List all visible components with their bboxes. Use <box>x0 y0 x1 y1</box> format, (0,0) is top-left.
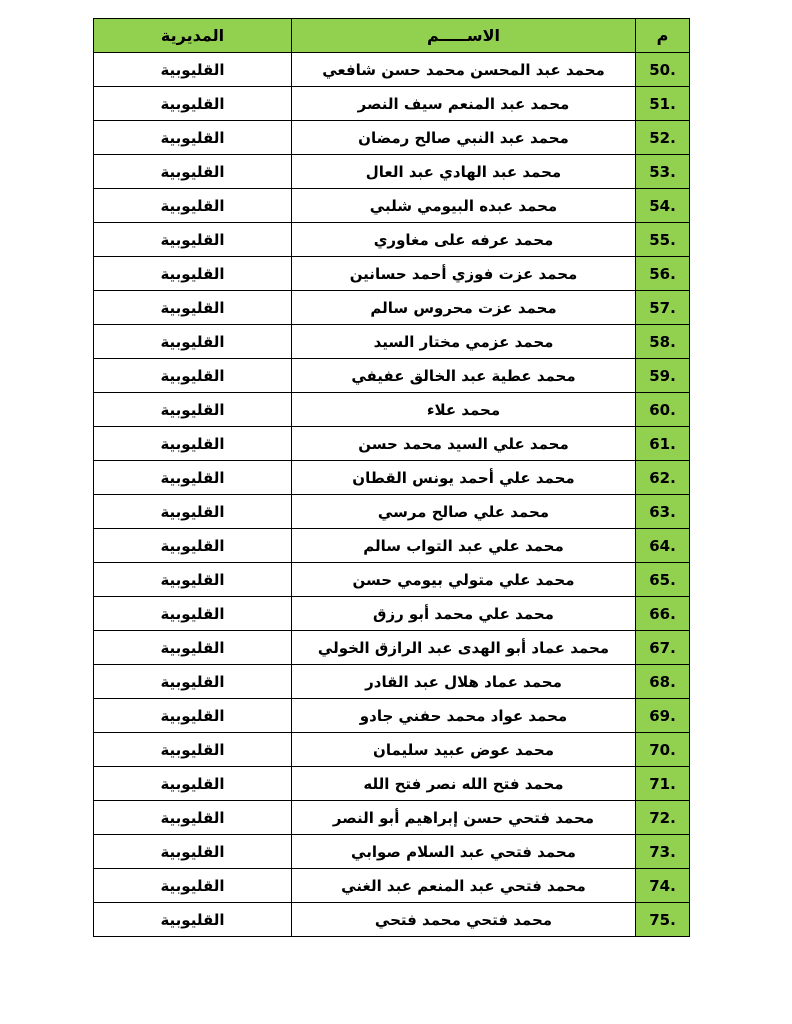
row-name: محمد عواد محمد حفني جادو <box>292 699 636 733</box>
table-body <box>94 53 690 937</box>
row-number: 68. <box>636 665 690 699</box>
table-row <box>94 563 690 597</box>
row-directorate: القليوبية <box>94 461 292 495</box>
header-name: الاســـــم <box>292 19 636 53</box>
table-row <box>94 53 690 87</box>
row-directorate: القليوبية <box>94 665 292 699</box>
table-header-row <box>94 19 690 53</box>
row-name: محمد فتحي محمد فتحي <box>292 903 636 937</box>
row-name: محمد عزمي مختار السيد <box>292 325 636 359</box>
row-directorate: القليوبية <box>94 529 292 563</box>
row-name: محمد فتح الله نصر فتح الله <box>292 767 636 801</box>
row-number: 53. <box>636 155 690 189</box>
row-directorate: القليوبية <box>94 427 292 461</box>
row-directorate: القليوبية <box>94 53 292 87</box>
row-number: 67. <box>636 631 690 665</box>
table-row <box>94 903 690 937</box>
table-row <box>94 257 690 291</box>
row-name: محمد عبد المنعم سيف النصر <box>292 87 636 121</box>
row-number: 56. <box>636 257 690 291</box>
row-name: محمد عبد النبي صالح رمضان <box>292 121 636 155</box>
names-table <box>93 18 690 937</box>
row-directorate: القليوبية <box>94 325 292 359</box>
row-number: 69. <box>636 699 690 733</box>
row-directorate: القليوبية <box>94 767 292 801</box>
row-name: محمد عبده البيومي شلبي <box>292 189 636 223</box>
row-directorate: القليوبية <box>94 155 292 189</box>
row-number: 71. <box>636 767 690 801</box>
table-row <box>94 835 690 869</box>
table-row <box>94 733 690 767</box>
row-name: محمد عطية عبد الخالق عفيفي <box>292 359 636 393</box>
table-row <box>94 427 690 461</box>
row-directorate: القليوبية <box>94 291 292 325</box>
table-row <box>94 359 690 393</box>
row-number: 65. <box>636 563 690 597</box>
table-row <box>94 87 690 121</box>
row-number: 73. <box>636 835 690 869</box>
table-row <box>94 155 690 189</box>
table-row <box>94 325 690 359</box>
row-name: محمد عماد هلال عبد القادر <box>292 665 636 699</box>
row-name: محمد عزت محروس سالم <box>292 291 636 325</box>
table-row <box>94 223 690 257</box>
row-directorate: القليوبية <box>94 563 292 597</box>
table-row <box>94 801 690 835</box>
table-row <box>94 665 690 699</box>
table-row <box>94 869 690 903</box>
row-name: محمد فتحي حسن إبراهيم أبو النصر <box>292 801 636 835</box>
row-number: 59. <box>636 359 690 393</box>
row-directorate: القليوبية <box>94 597 292 631</box>
table-row <box>94 291 690 325</box>
row-directorate: القليوبية <box>94 903 292 937</box>
row-directorate: القليوبية <box>94 801 292 835</box>
row-name: محمد علي عبد التواب سالم <box>292 529 636 563</box>
row-directorate: القليوبية <box>94 223 292 257</box>
row-name: محمد علي صالح مرسي <box>292 495 636 529</box>
table-row <box>94 767 690 801</box>
row-number: 75. <box>636 903 690 937</box>
row-number: 66. <box>636 597 690 631</box>
row-number: 50. <box>636 53 690 87</box>
row-directorate: القليوبية <box>94 359 292 393</box>
row-name: محمد عزت فوزي أحمد حسانين <box>292 257 636 291</box>
row-directorate: القليوبية <box>94 257 292 291</box>
row-number: 54. <box>636 189 690 223</box>
header-number: م <box>636 19 690 53</box>
row-directorate: القليوبية <box>94 495 292 529</box>
row-name: محمد عرفه على مغاوري <box>292 223 636 257</box>
row-number: 58. <box>636 325 690 359</box>
row-name: محمد فتحي عبد السلام صوابي <box>292 835 636 869</box>
row-name: محمد علي أحمد يونس القطان <box>292 461 636 495</box>
row-number: 52. <box>636 121 690 155</box>
row-number: 74. <box>636 869 690 903</box>
row-directorate: القليوبية <box>94 699 292 733</box>
row-number: 62. <box>636 461 690 495</box>
table-row <box>94 189 690 223</box>
row-number: 51. <box>636 87 690 121</box>
row-directorate: القليوبية <box>94 87 292 121</box>
row-name: محمد فتحي عبد المنعم عبد الغني <box>292 869 636 903</box>
row-name: محمد علي السيد محمد حسن <box>292 427 636 461</box>
row-name: محمد عبد المحسن محمد حسن شافعي <box>292 53 636 87</box>
row-directorate: القليوبية <box>94 189 292 223</box>
row-number: 61. <box>636 427 690 461</box>
table-row <box>94 597 690 631</box>
table-row <box>94 631 690 665</box>
table-row <box>94 393 690 427</box>
row-name: محمد علاء <box>292 393 636 427</box>
row-directorate: القليوبية <box>94 631 292 665</box>
row-number: 64. <box>636 529 690 563</box>
table-row <box>94 529 690 563</box>
row-directorate: القليوبية <box>94 869 292 903</box>
row-number: 63. <box>636 495 690 529</box>
row-directorate: القليوبية <box>94 393 292 427</box>
row-number: 55. <box>636 223 690 257</box>
table-row <box>94 121 690 155</box>
row-name: محمد عماد أبو الهدى عبد الرازق الخولي <box>292 631 636 665</box>
row-number: 72. <box>636 801 690 835</box>
row-directorate: القليوبية <box>94 121 292 155</box>
row-number: 70. <box>636 733 690 767</box>
table-row <box>94 495 690 529</box>
document-page <box>93 18 689 937</box>
table-row <box>94 461 690 495</box>
row-name: محمد علي متولي بيومي حسن <box>292 563 636 597</box>
row-number: 57. <box>636 291 690 325</box>
table-row <box>94 699 690 733</box>
row-number: 60. <box>636 393 690 427</box>
row-name: محمد عبد الهادي عبد العال <box>292 155 636 189</box>
row-name: محمد عوض عبيد سليمان <box>292 733 636 767</box>
row-directorate: القليوبية <box>94 835 292 869</box>
row-directorate: القليوبية <box>94 733 292 767</box>
row-name: محمد علي محمد أبو رزق <box>292 597 636 631</box>
header-directorate: المديرية <box>94 19 292 53</box>
